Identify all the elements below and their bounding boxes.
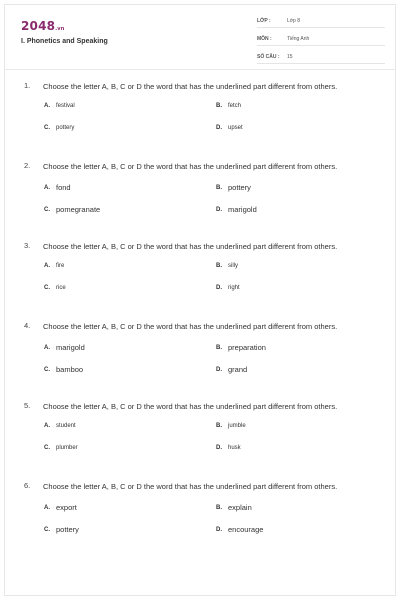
option-letter: B. <box>216 103 222 109</box>
answer-options <box>5 183 395 227</box>
answer-option[interactable] <box>216 343 388 352</box>
option-word: pottery <box>56 125 75 131</box>
answer-row <box>5 343 395 365</box>
answer-row <box>5 263 395 285</box>
question-block <box>5 81 395 147</box>
option-word: marigold <box>228 205 257 214</box>
option-word: marigold <box>56 343 85 352</box>
question-block <box>5 161 395 227</box>
answer-options <box>5 503 395 547</box>
answer-option[interactable] <box>216 205 388 214</box>
option-letter: D. <box>216 206 222 213</box>
answer-option[interactable] <box>5 343 216 352</box>
option-letter: A. <box>44 184 50 191</box>
question-number: 4. <box>24 321 31 330</box>
option-letter: B. <box>216 344 222 351</box>
answer-row <box>5 503 395 525</box>
meta-label: SỐ CÂU : <box>257 54 280 60</box>
option-letter: C. <box>44 366 50 373</box>
option-word: right <box>228 285 240 291</box>
meta-label: MÔN : <box>257 36 272 42</box>
question-text: Choose the letter A, B, C or D the word that has the underlined part different from others. <box>43 162 338 171</box>
question-number: 1. <box>24 81 31 90</box>
answer-option[interactable] <box>5 125 216 131</box>
question-header <box>5 241 395 253</box>
question-block <box>5 481 395 547</box>
option-letter: A. <box>44 344 50 351</box>
answer-option[interactable] <box>216 525 388 534</box>
worksheet-page <box>4 4 396 596</box>
question-header <box>5 161 395 173</box>
answer-option[interactable] <box>5 365 216 374</box>
question-header <box>5 81 395 93</box>
question-text: Choose the letter A, B, C or D the word that has the underlined part different from others. <box>43 322 338 331</box>
answer-option[interactable] <box>216 285 388 291</box>
option-letter: D. <box>216 285 222 291</box>
meta-value: Lớp 8 <box>287 18 301 24</box>
meta-row-class <box>257 15 385 28</box>
question-header <box>5 401 395 413</box>
option-letter: D. <box>216 125 222 131</box>
question-text: Choose the letter A, B, C or D the word that has the underlined part different from others. <box>43 482 338 491</box>
answer-row <box>5 183 395 205</box>
answer-row <box>5 525 395 547</box>
worksheet-meta <box>257 15 385 69</box>
answer-option[interactable] <box>5 445 216 451</box>
meta-row-question-count <box>257 51 385 64</box>
answer-options <box>5 103 395 147</box>
answer-row <box>5 365 395 387</box>
option-word: silly <box>228 263 238 269</box>
option-word: rice <box>56 285 66 291</box>
option-word: grand <box>228 365 248 374</box>
answer-option[interactable] <box>5 503 216 512</box>
option-word: export <box>56 503 77 512</box>
answer-row <box>5 125 395 147</box>
meta-value: Tiếng Anh <box>287 36 310 42</box>
section-title: I. Phonetics and Speaking <box>21 38 108 45</box>
answer-option[interactable] <box>216 503 388 512</box>
option-letter: B. <box>216 184 222 191</box>
question-number: 3. <box>24 241 31 250</box>
option-letter: D. <box>216 445 222 451</box>
option-word: pottery <box>56 525 79 534</box>
header-divider <box>5 69 395 70</box>
answer-row <box>5 445 395 467</box>
meta-row-subject <box>257 33 385 46</box>
option-letter: D. <box>216 526 222 533</box>
answer-options <box>5 263 395 307</box>
question-number: 6. <box>24 481 31 490</box>
question-header <box>5 481 395 493</box>
question-block <box>5 321 395 387</box>
answer-option[interactable] <box>216 423 388 429</box>
option-word: bamboo <box>56 365 84 374</box>
question-list <box>5 81 395 561</box>
answer-row <box>5 103 395 125</box>
answer-row <box>5 205 395 227</box>
option-word: encourage <box>228 525 264 534</box>
option-word: student <box>56 423 76 429</box>
option-word: upset <box>228 125 243 131</box>
option-letter: C. <box>44 445 50 451</box>
option-letter: A. <box>44 423 50 429</box>
question-text: Choose the letter A, B, C or D the word that has the underlined part different from others. <box>43 402 338 411</box>
option-letter: B. <box>216 504 222 511</box>
option-word: pomegranate <box>56 205 101 214</box>
option-word: husk <box>228 445 241 451</box>
question-block <box>5 401 395 467</box>
option-letter: C. <box>44 125 50 131</box>
option-letter: A. <box>44 263 50 269</box>
option-letter: C. <box>44 285 50 291</box>
option-word: jumble <box>228 423 246 429</box>
option-letter: A. <box>44 103 50 109</box>
answer-row <box>5 423 395 445</box>
answer-option[interactable] <box>216 125 388 131</box>
answer-option[interactable] <box>5 183 216 192</box>
answer-option[interactable] <box>216 445 388 451</box>
answer-option[interactable] <box>5 423 216 429</box>
site-logo[interactable] <box>21 19 65 33</box>
question-number: 2. <box>24 161 31 170</box>
option-word: explain <box>228 503 252 512</box>
question-text: Choose the letter A, B, C or D the word that has the underlined part different from others. <box>43 242 338 251</box>
meta-label: LỚP : <box>257 18 271 24</box>
logo-main-text: 2048 <box>21 19 56 33</box>
answer-row <box>5 285 395 307</box>
option-letter: C. <box>44 206 50 213</box>
option-letter: B. <box>216 423 222 429</box>
answer-option[interactable] <box>216 103 388 109</box>
option-word: plumber <box>56 445 78 451</box>
answer-option[interactable] <box>216 365 388 374</box>
answer-option[interactable] <box>216 263 388 269</box>
answer-option[interactable] <box>5 285 216 291</box>
question-number: 5. <box>24 401 31 410</box>
option-letter: C. <box>44 526 50 533</box>
answer-options <box>5 423 395 467</box>
answer-option[interactable] <box>5 205 216 214</box>
question-header <box>5 321 395 333</box>
question-block <box>5 241 395 307</box>
logo-suffix-text: .vn <box>55 26 65 32</box>
option-word: fetch <box>228 103 242 109</box>
option-letter: D. <box>216 366 222 373</box>
option-word: pottery <box>228 183 251 192</box>
worksheet-header <box>5 5 395 69</box>
option-letter: B. <box>216 263 222 269</box>
question-text: Choose the letter A, B, C or D the word that has the underlined part different from others. <box>43 82 338 91</box>
option-word: festival <box>56 103 75 109</box>
answer-options <box>5 343 395 387</box>
option-word: preparation <box>228 343 266 352</box>
answer-option[interactable] <box>216 183 388 192</box>
option-word: fire <box>56 263 65 269</box>
option-letter: A. <box>44 504 50 511</box>
option-word: fond <box>56 183 71 192</box>
answer-option[interactable] <box>5 525 216 534</box>
meta-value: 15 <box>287 54 293 60</box>
answer-option[interactable] <box>5 263 216 269</box>
answer-option[interactable] <box>5 103 216 109</box>
